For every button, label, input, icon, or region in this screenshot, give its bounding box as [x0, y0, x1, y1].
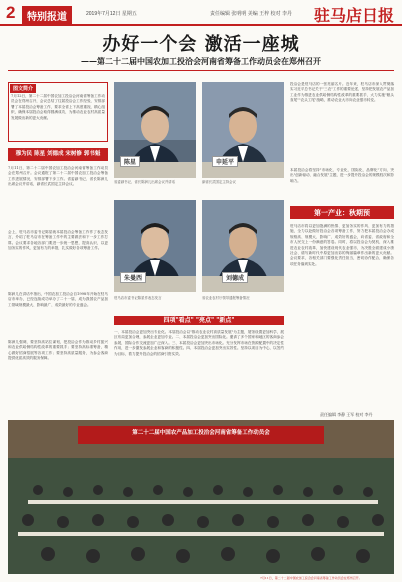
left-body-3: 陈润儿在讲话中指出，中国农加工投洽会自1998年开始在驻马店市举办，已经连续成功举办了二十一届，成为我国农产品加工领域规模最大、影响最广、成效最好的专业盛会。: [8, 292, 108, 307]
intro-text: 7月12日，第二十二届中国农加工投洽会河南省筹备工作动员会在郑州召开，会议总结了往届投洽会工作经验，安排部署了本届投洽会筹备工作，要求全省上下高度重视，精心组织，确保本届投洽会取得圆满成功，为推动农业农村高质量发展做出新的更大贡献。: [11, 94, 105, 120]
name-card-4: 刘德成: [222, 272, 248, 283]
section-tag: 特别报道: [22, 6, 72, 25]
page-header: [0, 0, 402, 26]
bottom-article-text: 一、本届投洽会更加突出专业化。本届投洽会以"推动农业农村高质量发展"为主题，展馆设置更加科学，展区布局更加合理，参展企业更加专业。二、本届投洽会更加突出国际化。邀请了多个国家和地区的客商参会参展，国际合作交流更加广泛深入。三、本届投洽会更加突出市场化。充分发挥市场在资源配置中的决定性作用，进一步激发参展企业和客商的积极性。四、本届投洽会更加突出实效性。坚持以项目为中心，以签约为目标，着力提升投洽会的招商引资实效。: [114, 330, 284, 356]
conference-hall-image: [8, 420, 394, 574]
left-body-4: 陈润儿强调，要坚持高站位谋划，把投洽会作为推动乡村振兴和农业供给侧结构性改革的重要抓手；要坚持高标准筹备，精心做好招商招展等各项工作；要坚持高质量服务，为参会客商提供优质高效的服务保障。: [8, 340, 108, 361]
staff-line: 责任编辑 张明明 美编 王梓 校对 李丹: [210, 11, 292, 17]
issue-date: 2019年7月12日 星期五: [86, 11, 137, 17]
right-section-band: 第一产业：秋期预: [290, 206, 394, 219]
photo-caption-2: 副省长武国定主持会议: [202, 180, 236, 184]
headline-title: 办好一个会 激活一座城: [102, 34, 300, 55]
headline-subtitle: ——第二十二届中国农加工投洽会河南省筹备工作动员会在郑州召开: [81, 56, 321, 66]
hall-screen-text: 第二十二届中国农产品加工投洽会河南省筹备工作动员会: [132, 430, 270, 436]
newspaper-brand: 驻马店日报: [313, 6, 394, 25]
photo-caption-3: 驻马店市委书记陈星作表态发言: [114, 296, 162, 300]
right-body-3: 驻马店市将以更加饱满的热情、更加务实的作风、更加有力的措施，全力以赴做好投洽会各项筹备工作，努力把本届投洽会办成规格高、规模大、影响广、成效好的盛会，向省委、省政府和全市人民交上一份满意的答卷。同时，将以投洽会为契机，深入推进农业农村改革，加快建设现代农业强市，为决胜全面建成小康社会、谱写新时代中原更加出彩的绚丽篇章作出新的更大贡献。会议要求，各相关部门要强化责任担当，密切协作配合，确保各项任务落到实处。: [290, 224, 394, 266]
page-number: 2: [6, 3, 16, 22]
photo-caption-1: 省委副书记、省长陈润儿出席会议并讲话: [114, 180, 176, 184]
headline-rule: [8, 70, 394, 71]
left-column-heading: 穆为民 陈星 刘德成 宋树修 郭书魁: [8, 148, 108, 161]
right-body-2: 本届投洽会将坚持"市场化、专业化、国际化、品牌化"方向，突出"创新驱动、融合发展"主题，进一步提升投洽会的规模档次和影响力。: [290, 168, 394, 183]
mid-section-band: 四项"看点" "亮点" "新点": [114, 316, 284, 325]
name-card-3: 朱曼西: [120, 272, 146, 283]
left-body-1: 7月11日，第二十二届中国农加工投洽会河南省筹备工作动员会在郑州召开。会议通报了第二十二届中国农加工投洽会筹备工作进展情况，安排部署下步工作。省委副书记、省长陈润儿出席会议并讲话，副省长武国定主持会议。: [8, 166, 108, 187]
right-body-1: 投洽会是驻马店的一张亮丽名片。近年来，驻马店市深入贯彻落实习近平总书记关于"三农"工作的重要论述，坚持把发展农产品加工业作为推进农业供给侧结构性改革的重要抓手，大力实施"粮头食尾""农头工尾"战略，推动农业大市向农业强市转变。: [290, 82, 394, 103]
banner-photo-caption: 7月11日，第二十二届中国农加工投洽会河南省筹备工作动员会在郑州召开。: [260, 576, 362, 580]
name-card-1: 陈星: [120, 156, 140, 167]
left-body-2: 会上，驻马店市委书记陈星就本届投洽会筹备工作作了表态发言，介绍了驻马店市在筹备工作中的主要做法和下一步工作打算。会议要求各地各部门要进一步统一思想，提高认识，以更加务实的作风，更加有力的举措，扎实做好各项筹备工作。: [8, 230, 108, 251]
conference-hall-photo: [8, 420, 394, 574]
name-card-2: 申延平: [212, 156, 238, 167]
photo-caption-4: 省农业农村厅领导通报筹备情况: [202, 296, 250, 300]
intro-tag: 图文简介: [10, 84, 36, 93]
editor-credit: 责任编辑 李静 王军 校对 李丹: [320, 412, 373, 417]
